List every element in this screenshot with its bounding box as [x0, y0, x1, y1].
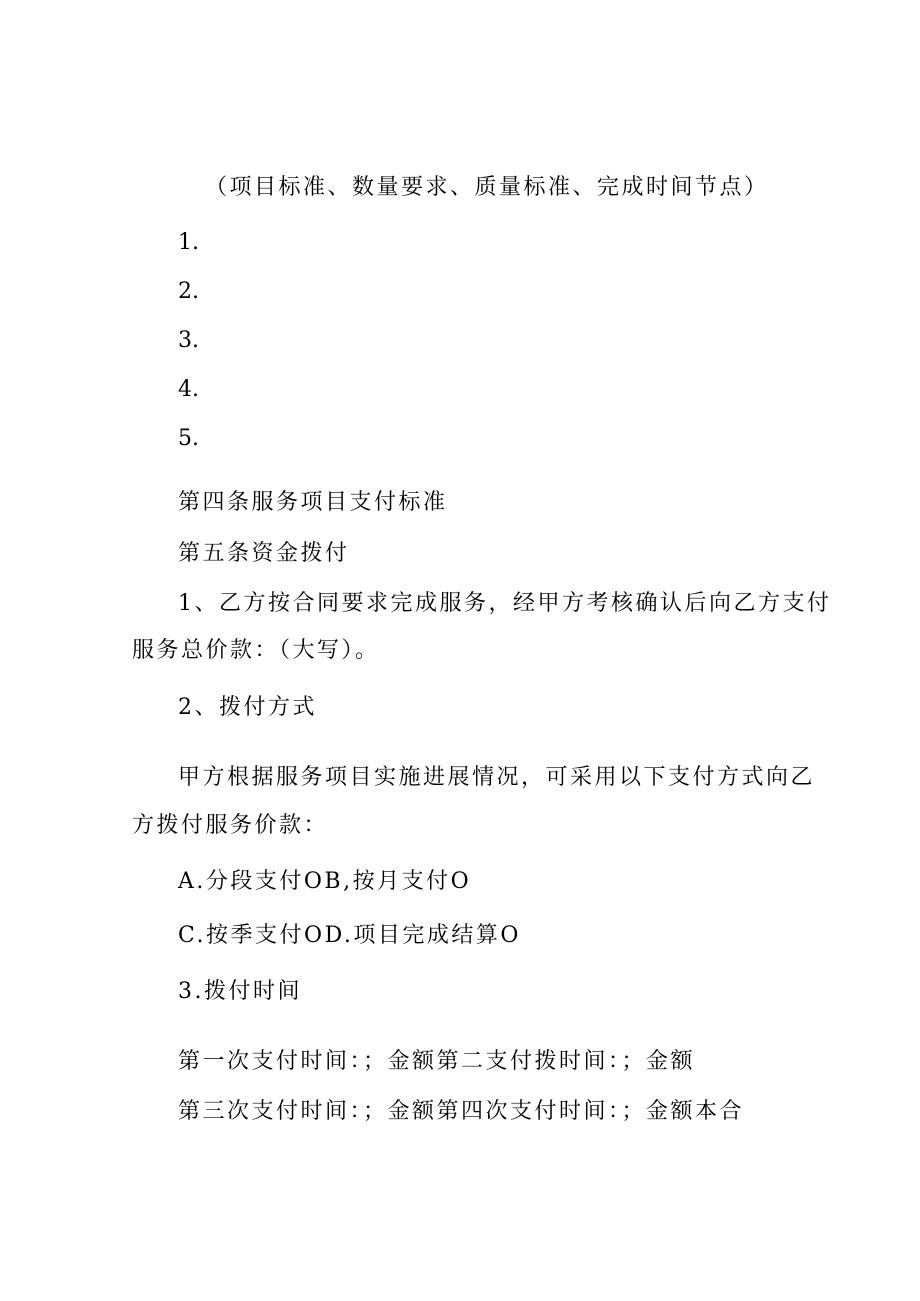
subtitle: （项目标准、数量要求、质量标准、完成时间节点）: [205, 175, 769, 200]
numbered-item-2: 2.: [178, 279, 199, 304]
payment-time-line-1: 第一次支付时间：；金额第二支付拨时间：；金额: [178, 1049, 696, 1074]
paragraph-2-heading: 2、拨付方式: [178, 695, 317, 720]
payment-option-ab: A.分段支付OB,按月支付O: [178, 869, 472, 894]
paragraph-1-line-2: 服务总价款：（大写）。: [132, 638, 380, 663]
paragraph-3-line-1: 甲方根据服务项目实施进展情况，可采用以下支付方式向乙: [178, 765, 816, 790]
payment-time-line-2: 第三次支付时间：；金额第四次支付时间：；金额本合: [178, 1099, 745, 1124]
numbered-item-3: 3.: [178, 328, 199, 353]
numbered-item-5: 5.: [178, 426, 199, 451]
article-5-heading: 第五条资金拨付: [178, 541, 350, 566]
numbered-item-4: 4.: [178, 377, 199, 402]
numbered-item-1: 1.: [178, 230, 199, 255]
article-4-heading: 第四条服务项目支付标准: [178, 490, 448, 515]
paragraph-4-heading: 3.拨付时间: [178, 979, 302, 1004]
payment-option-cd: C.按季支付OD.项目完成结算O: [178, 923, 521, 948]
paragraph-3-line-2: 方拨付服务价款：: [132, 813, 329, 838]
paragraph-1-line-1: 1、乙方按合同要求完成服务，经甲方考核确认后向乙方支付: [178, 591, 832, 616]
